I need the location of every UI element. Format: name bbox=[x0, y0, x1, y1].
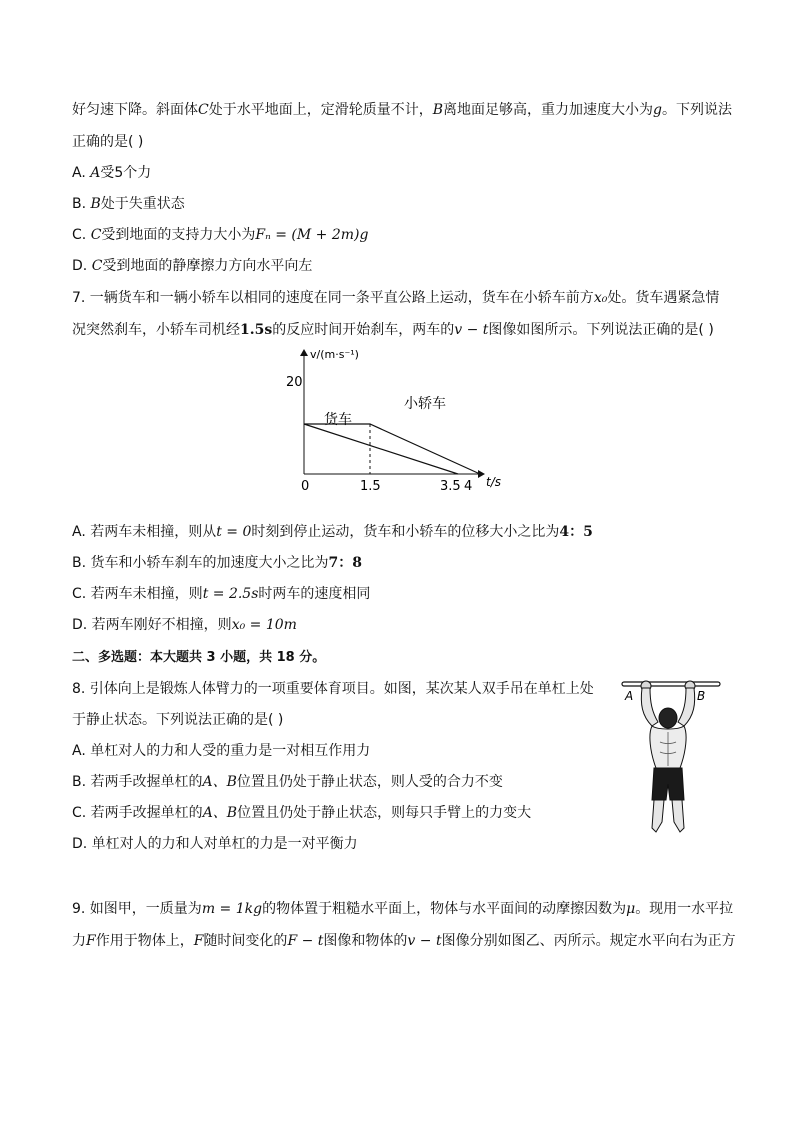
q7-option-d-eq: x₀ = 10m bbox=[231, 617, 297, 633]
q8-option-c bbox=[72, 804, 531, 822]
x-tick-3-5: 3.5 bbox=[440, 479, 461, 494]
q7-option-c-eq: t = 2.5s bbox=[202, 586, 259, 602]
q9-ft-symbol: F − t bbox=[287, 933, 324, 949]
q6-option-d-label: D. bbox=[72, 258, 92, 274]
q6-stem-text-c: 离地面足够高，重力加速度大小为 bbox=[443, 102, 654, 118]
q9-mass: m = 1kg bbox=[201, 901, 263, 917]
car-line bbox=[304, 424, 480, 474]
label-b: B bbox=[697, 689, 706, 703]
right-arm bbox=[678, 688, 695, 726]
q7-option-c bbox=[72, 585, 370, 603]
q7-option-a-text-a: A. 若两车未相撞，则从 bbox=[72, 524, 217, 540]
q8-option-d: D. 单杠对人的力和人对单杠的力是一对平衡力 bbox=[72, 836, 358, 852]
q7-option-d-text: D. 若两车刚好不相撞，则 bbox=[72, 617, 232, 633]
q7-stem-line2 bbox=[72, 321, 714, 339]
q7-stem-text-a: 7. 一辆货车和一辆小轿车以相同的速度在同一条平直公路上运动，货车在小轿车前方 bbox=[72, 290, 594, 306]
q7-option-a bbox=[72, 523, 593, 541]
q6-sym-c: C bbox=[198, 102, 209, 118]
q6-sym-b: B bbox=[432, 102, 444, 118]
q8-option-b bbox=[72, 773, 503, 791]
q6-option-b-label: B. bbox=[72, 196, 91, 212]
q7-option-b-text: B. 货车和小轿车刹车的加速度大小之比为 bbox=[72, 555, 329, 571]
q7-sym-x0: x₀ bbox=[593, 290, 608, 306]
q8-stem-line2: 于静止状态。下列说法正确的是( ) bbox=[72, 712, 284, 728]
q9-text-b: 的物体置于粗糙水平面上，物体与水平面间的动摩擦因数为 bbox=[262, 901, 627, 917]
q6-option-d bbox=[72, 257, 312, 275]
q9-force-f: F bbox=[86, 933, 96, 949]
q6-stem-line1 bbox=[72, 101, 732, 119]
q7-option-a-ratio: 4：5 bbox=[559, 524, 593, 540]
label-a: A bbox=[625, 689, 634, 703]
section-heading-multiple-choice: 二、多选题：本大题共 3 小题，共 18 分。 bbox=[72, 650, 326, 665]
left-leg bbox=[652, 800, 664, 832]
shorts bbox=[652, 768, 684, 800]
q6-stem-text-b: 处于水平地面上，定滑轮质量不计， bbox=[208, 102, 433, 118]
q7-vt-symbol: v − t bbox=[454, 322, 489, 338]
q8-option-b-text-a: B. 若两手改握单杠的 bbox=[72, 774, 203, 790]
q7-option-b-ratio: 7：8 bbox=[328, 555, 362, 571]
q6-sym-g: g bbox=[653, 102, 662, 118]
q8-option-a: A. 单杠对人的力和人受的重力是一对相互作用力 bbox=[72, 743, 371, 759]
head bbox=[659, 708, 677, 728]
horizontal-bar bbox=[622, 682, 720, 686]
q8-option-c-text-b: 位置且仍处于静止状态，则每只手臂上的力变大 bbox=[237, 805, 532, 821]
q9-mu: μ bbox=[626, 901, 636, 917]
q7-option-c-text-a: C. 若两车未相撞，则 bbox=[72, 586, 203, 602]
series-label-truck: 货车 bbox=[324, 412, 352, 428]
q7-option-c-text-b: 时两车的速度相同 bbox=[258, 586, 371, 602]
q9-text-h: 图像分别如图乙、丙所示。规定水平向右为正方 bbox=[441, 933, 736, 949]
q7-stem-text-c: 况突然刹车，小轿车司机经 bbox=[72, 322, 240, 338]
q7-option-d bbox=[72, 616, 297, 634]
q6-option-c bbox=[72, 226, 368, 244]
q9-text-g: 图像和物体的 bbox=[323, 933, 408, 949]
q7-stem-text-b: 处。货车遇紧急情 bbox=[607, 290, 720, 306]
q6-option-c-label: C. bbox=[72, 227, 91, 243]
q6-option-a-label: A. bbox=[72, 165, 91, 181]
q7-stem-text-e: 图像如图所示。下列说法正确的是( ) bbox=[488, 322, 714, 338]
q6-option-d-sym: C bbox=[91, 258, 103, 274]
q6-option-a bbox=[72, 164, 151, 182]
q9-text-d: 力 bbox=[72, 933, 86, 949]
x-tick-4: 4 bbox=[464, 479, 473, 494]
q7-option-a-eq: t = 0 bbox=[216, 524, 252, 540]
q6-option-d-text: 受到地面的静摩擦力方向水平向左 bbox=[102, 258, 313, 274]
q6-option-c-text: 受到地面的支持力大小为 bbox=[101, 227, 256, 243]
q6-stem-text-a: 好匀速下降。斜面体 bbox=[72, 102, 198, 118]
truck-line bbox=[304, 424, 458, 474]
q8-option-b-ab: A、B bbox=[202, 774, 237, 790]
x-tick-0: 0 bbox=[301, 479, 310, 494]
q7-option-a-text-b: 时刻到停止运动，货车和小轿车的位移大小之比为 bbox=[251, 524, 560, 540]
q9-text-e: 作用于物体上， bbox=[95, 933, 194, 949]
q8-option-c-ab: A、B bbox=[202, 805, 238, 821]
q8-pullup-figure bbox=[618, 672, 724, 842]
q8-option-b-text-b: 位置且仍处于静止状态，则人受的合力不变 bbox=[236, 774, 503, 790]
q7-stem-line1 bbox=[72, 289, 719, 307]
q6-option-b-text: 处于失重状态 bbox=[100, 196, 185, 212]
q9-stem-line2 bbox=[72, 932, 736, 950]
q6-option-c-sym: C bbox=[90, 227, 102, 243]
y-tick-20: 20 bbox=[286, 375, 303, 390]
q9-text-a: 9. 如图甲，一质量为 bbox=[72, 901, 202, 917]
q9-text-f: 随时间变化的 bbox=[203, 933, 288, 949]
q7-reaction-time: 1.5s bbox=[240, 322, 273, 338]
q6-stem-text-d: 。下列说法 bbox=[661, 102, 732, 118]
left-arm bbox=[641, 688, 658, 726]
q6-option-a-sym: A bbox=[90, 165, 101, 181]
q9-vt-symbol: v − t bbox=[407, 933, 442, 949]
q9-text-c: 。现用一水平拉 bbox=[635, 901, 734, 917]
x-axis-label: t/s bbox=[486, 475, 501, 489]
q8-stem-line1: 8. 引体向上是锻炼人体臂力的一项重要体育项目。如图，某次某人双手吊在单杠上处 bbox=[72, 681, 594, 697]
q6-option-c-formula: Fₙ = (M + 2m)g bbox=[255, 227, 369, 243]
q9-stem-line1 bbox=[72, 900, 733, 918]
q6-option-b-sym: B bbox=[90, 196, 101, 212]
series-label-car: 小轿车 bbox=[404, 396, 446, 412]
q6-stem-line2: 正确的是( ) bbox=[72, 134, 144, 150]
q9-force-f2: F bbox=[193, 933, 204, 949]
q6-option-b bbox=[72, 195, 185, 213]
right-leg bbox=[672, 800, 684, 832]
y-axis-label: v/(m·s⁻¹) bbox=[310, 348, 359, 361]
q6-option-a-text: 受5个力 bbox=[100, 165, 152, 181]
q7-stem-text-d: 的反应时间开始刹车，两车的 bbox=[272, 322, 455, 338]
q7-option-b bbox=[72, 554, 362, 572]
q8-option-c-text-a: C. 若两手改握单杠的 bbox=[72, 805, 203, 821]
x-tick-1-5: 1.5 bbox=[360, 479, 381, 494]
q7-vt-graph bbox=[280, 342, 510, 494]
